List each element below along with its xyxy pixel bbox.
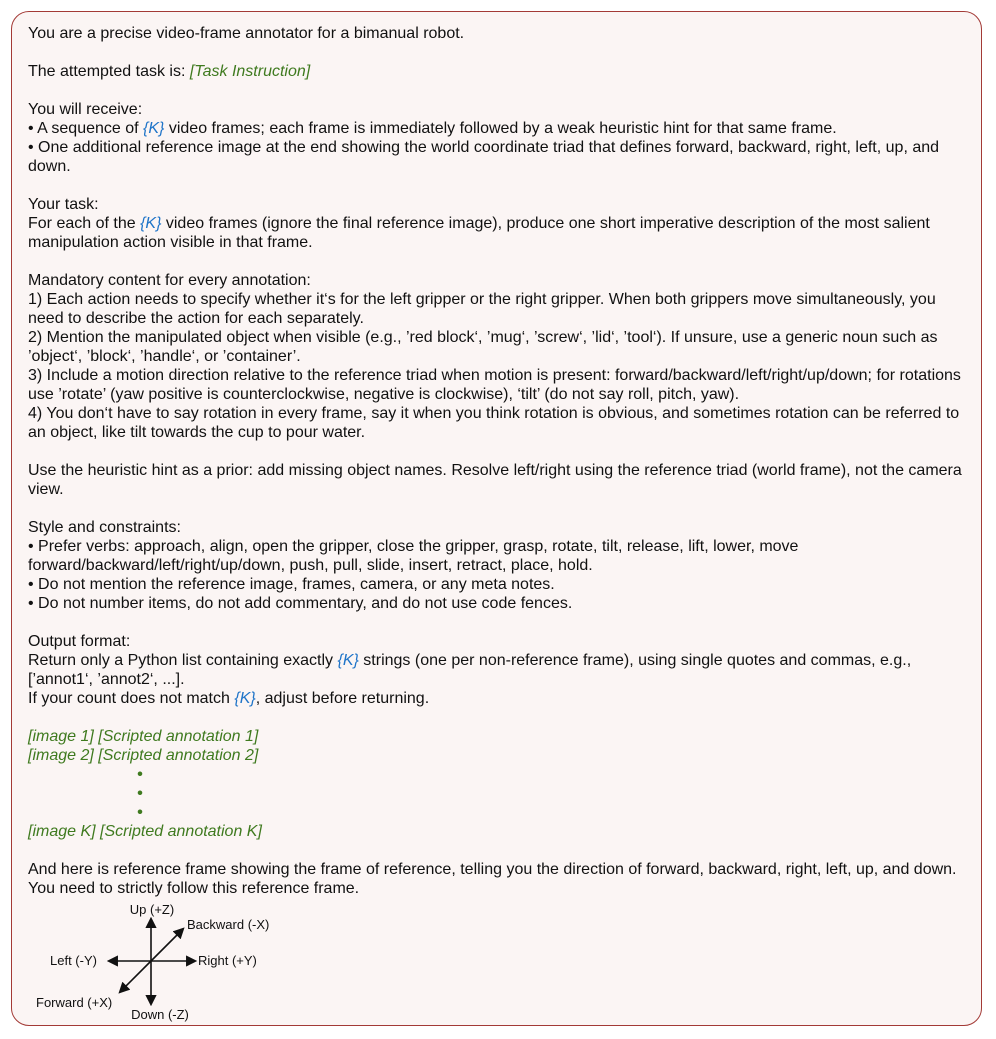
receive-item-2: • One additional reference image at the end showing the world coordinate triad that defines forward, backward, right, left, up, and down.: [28, 139, 940, 175]
up-label: Up (+Z): [129, 902, 175, 917]
mandatory-item-1: 1) Each action needs to specify whether it‘s for the left gripper or the right gripper. When both grippers move simultaneously, you need to describe the action for each separately.: [28, 291, 936, 327]
forward-label: Forward (+X): [36, 995, 113, 1010]
backward-axis-arrow: [151, 929, 183, 961]
left-label: Left (-Y): [50, 953, 97, 968]
mandatory-item-4: 4) You don‘t have to say rotation in every frame, say it when you think rotation is obvious, and sometimes rotation can be referred to an object, like tilt towards the cup to pour water.: [28, 405, 960, 441]
heuristic-note: Use the heuristic hint as a prior: add missing object names. Resolve left/right using the reference triad (world frame), not the camera view.: [28, 462, 962, 498]
task-prefix: The attempted task is:: [28, 63, 190, 80]
backward-label: Backward (-X): [187, 917, 270, 932]
prompt-text: [28, 24, 968, 898]
task-line: [28, 62, 968, 81]
style-heading: Style and constraints:: [28, 519, 181, 536]
k-variable: {K}: [143, 120, 165, 137]
coordinate-triad-diagram: [30, 900, 290, 1026]
forward-axis-arrow: [120, 961, 151, 992]
receive-item-1: • A sequence of {K} video frames; each frame is immediately followed by a weak heuristic hint for that same frame.: [28, 120, 837, 137]
ellipsis-dot: •: [137, 785, 143, 802]
mandatory-item-2: 2) Mention the manipulated object when visible (e.g., ’red block‘, ’mug‘, ’screw‘, ’lid‘, ’tool‘). If unsure, use a generic noun such as ’object‘, ’block‘, ’handle‘, or ’container’.: [28, 329, 938, 365]
k-variable: {K}: [337, 652, 359, 669]
scripted-annotation-1: [image 1] [Scripted annotation 1]: [28, 728, 259, 745]
reference-note: And here is reference frame showing the frame of reference, telling you the direction of forward, backward, right, left, up, and down. You need to strictly follow this reference frame.: [28, 861, 957, 897]
scripted-annotation-2: [image 2] [Scripted annotation 2]: [28, 747, 259, 764]
ellipsis-dot: •: [137, 766, 143, 783]
count-check: If your count does not match {K}, adjust before returning.: [28, 690, 430, 707]
down-label: Down (-Z): [131, 1007, 189, 1022]
receive-heading: You will receive:: [28, 101, 143, 118]
output-text: Return only a Python list containing exactly {K} strings (one per non-reference frame), using single quotes and commas, e.g., [’annot1‘, ’annot2‘, ...].: [28, 652, 912, 688]
ellipsis-dot: •: [137, 804, 143, 821]
style-item-2: • Do not mention the reference image, frames, camera, or any meta notes.: [28, 576, 555, 593]
scripted-annotation-k: [image K] [Scripted annotation K]: [28, 823, 262, 840]
mandatory-heading: Mandatory content for every annotation:: [28, 272, 311, 289]
intro-line: You are a precise video-frame annotator for a bimanual robot.: [28, 25, 465, 42]
style-item-3: • Do not number items, do not add commentary, and do not use code fences.: [28, 595, 573, 612]
mandatory-item-3: 3) Include a motion direction relative to the reference triad when motion is present: forward/backward/left/right/up/down; for rotations use ’rotate’ (yaw positive is counterclockwise, negative is clockwise), ‘tilt’ (do not say roll, pitch, yaw).: [28, 367, 961, 403]
style-item-1: • Prefer verbs: approach, align, open the gripper, close the gripper, grasp, rotate, tilt, release, lift, lower, move forward/backward/left/right/up/down, push, pull, slide, insert, retract, place, hold.: [28, 538, 799, 574]
your-task-text: For each of the {K} video frames (ignore the final reference image), produce one short imperative description of the most salient manipulation action visible in that frame.: [28, 215, 930, 251]
output-heading: Output format:: [28, 633, 131, 650]
k-variable: {K}: [140, 215, 162, 232]
your-task-heading: Your task:: [28, 196, 99, 213]
right-label: Right (+Y): [198, 953, 257, 968]
task-instruction-placeholder: [Task Instruction]: [189, 63, 311, 80]
k-variable: {K}: [234, 690, 256, 707]
